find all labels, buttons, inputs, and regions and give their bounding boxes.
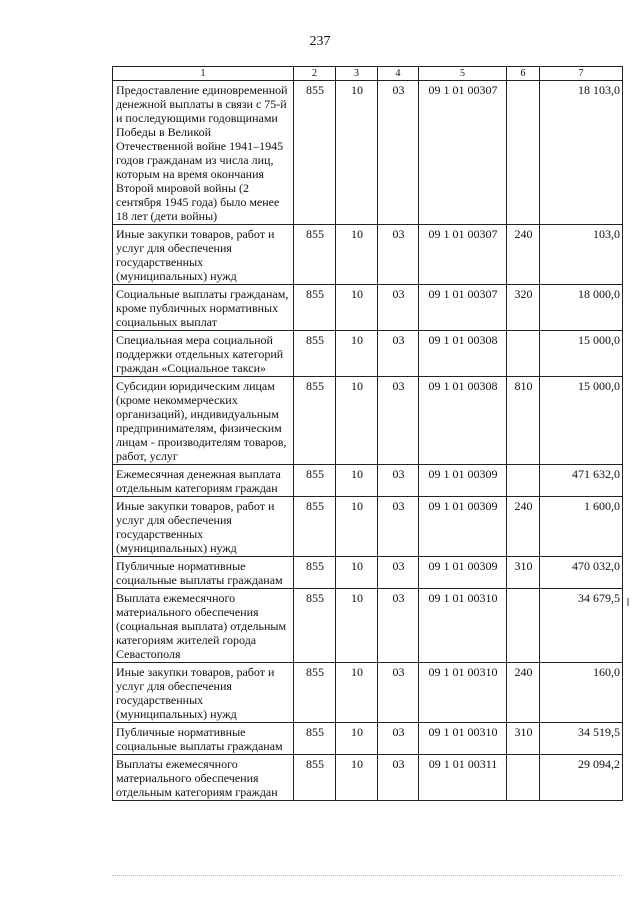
row-expense-type-code: 320	[507, 285, 540, 331]
row-subsection-code: 03	[378, 723, 419, 755]
row-expense-type-code	[507, 81, 540, 225]
table-row	[113, 81, 623, 225]
column-header-2: 2	[294, 67, 336, 81]
row-name: Субсидии юридическим лицам (кроме некоммерческих организаций), индивидуальным предпринимателям, физическим лицам - производителям товаров, работ, услуг	[113, 377, 294, 465]
row-expense-type-code	[507, 465, 540, 497]
row-amount: 18 103,0	[540, 81, 623, 225]
page-bottom-rule	[112, 875, 622, 876]
row-section-code: 10	[336, 81, 378, 225]
row-grbs-code: 855	[294, 663, 336, 723]
row-grbs-code: 855	[294, 225, 336, 285]
column-header-5: 5	[419, 67, 507, 81]
column-header-4: 4	[378, 67, 419, 81]
row-name: Ежемесячная денежная выплата отдельным категориям граждан	[113, 465, 294, 497]
row-name: Выплаты ежемесячного материального обеспечения отдельным категориям граждан	[113, 755, 294, 801]
row-amount: 1 600,0	[540, 497, 623, 557]
row-amount: 34 519,5	[540, 723, 623, 755]
table-header-row	[113, 67, 623, 81]
row-grbs-code: 855	[294, 285, 336, 331]
row-target-article-code: 09 1 01 00310	[419, 723, 507, 755]
row-subsection-code: 03	[378, 589, 419, 663]
row-expense-type-code	[507, 331, 540, 377]
row-grbs-code: 855	[294, 497, 336, 557]
row-target-article-code: 09 1 01 00307	[419, 81, 507, 225]
table-row	[113, 663, 623, 723]
row-section-code: 10	[336, 225, 378, 285]
column-header-1: 1	[113, 67, 294, 81]
row-target-article-code: 09 1 01 00307	[419, 225, 507, 285]
table-row	[113, 723, 623, 755]
row-section-code: 10	[336, 465, 378, 497]
table-row	[113, 589, 623, 663]
row-target-article-code: 09 1 01 00310	[419, 663, 507, 723]
row-amount: 34 679,5	[540, 589, 623, 663]
budget-table	[112, 66, 623, 801]
row-grbs-code: 855	[294, 377, 336, 465]
row-expense-type-code: 310	[507, 723, 540, 755]
row-expense-type-code	[507, 755, 540, 801]
row-section-code: 10	[336, 663, 378, 723]
table-row	[113, 557, 623, 589]
row-expense-type-code: 240	[507, 497, 540, 557]
row-name: Иные закупки товаров, работ и услуг для обеспечения государственных (муниципальных) нужд	[113, 497, 294, 557]
table-row	[113, 497, 623, 557]
row-expense-type-code: 240	[507, 225, 540, 285]
row-subsection-code: 03	[378, 81, 419, 225]
row-name: Публичные нормативные социальные выплаты гражданам	[113, 723, 294, 755]
table-row	[113, 465, 623, 497]
row-amount: 470 032,0	[540, 557, 623, 589]
row-amount: 471 632,0	[540, 465, 623, 497]
row-name: Выплата ежемесячного материального обеспечения (социальная выплата) отдельным категориям жителей города Севастополя	[113, 589, 294, 663]
row-section-code: 10	[336, 557, 378, 589]
row-name: Публичные нормативные социальные выплаты гражданам	[113, 557, 294, 589]
table-row	[113, 331, 623, 377]
table-body	[113, 81, 623, 801]
table-row	[113, 755, 623, 801]
table-row	[113, 225, 623, 285]
table-row	[113, 285, 623, 331]
row-section-code: 10	[336, 285, 378, 331]
row-name: Иные закупки товаров, работ и услуг для обеспечения государственных (муниципальных) нужд	[113, 663, 294, 723]
row-subsection-code: 03	[378, 377, 419, 465]
row-grbs-code: 855	[294, 557, 336, 589]
row-amount: 15 000,0	[540, 331, 623, 377]
row-grbs-code: 855	[294, 755, 336, 801]
row-expense-type-code: 810	[507, 377, 540, 465]
row-subsection-code: 03	[378, 557, 419, 589]
row-section-code: 10	[336, 497, 378, 557]
row-expense-type-code	[507, 589, 540, 663]
row-name: Предоставление единовременной денежной выплаты в связи с 75-й и последующими годовщинами Победы в Великой Отечественной войне 1941–1945 годов гражданам из числа лиц, которым на время окончания Второй мировой войны (2 сентября 1945 года) было менее 18 лет (дети войны)	[113, 81, 294, 225]
row-amount: 18 000,0	[540, 285, 623, 331]
row-target-article-code: 09 1 01 00307	[419, 285, 507, 331]
row-grbs-code: 855	[294, 465, 336, 497]
row-amount: 15 000,0	[540, 377, 623, 465]
row-subsection-code: 03	[378, 285, 419, 331]
row-subsection-code: 03	[378, 755, 419, 801]
table-row	[113, 377, 623, 465]
row-target-article-code: 09 1 01 00311	[419, 755, 507, 801]
row-section-code: 10	[336, 331, 378, 377]
row-target-article-code: 09 1 01 00309	[419, 465, 507, 497]
row-subsection-code: 03	[378, 225, 419, 285]
row-subsection-code: 03	[378, 465, 419, 497]
row-target-article-code: 09 1 01 00310	[419, 589, 507, 663]
row-target-article-code: 09 1 01 00308	[419, 377, 507, 465]
row-name: Социальные выплаты гражданам, кроме публичных нормативных социальных выплат	[113, 285, 294, 331]
row-section-code: 10	[336, 377, 378, 465]
row-grbs-code: 855	[294, 81, 336, 225]
row-expense-type-code: 240	[507, 663, 540, 723]
column-header-3: 3	[336, 67, 378, 81]
row-amount: 29 094,2	[540, 755, 623, 801]
row-target-article-code: 09 1 01 00308	[419, 331, 507, 377]
row-amount: 103,0	[540, 225, 623, 285]
row-expense-type-code: 310	[507, 557, 540, 589]
row-name: Иные закупки товаров, работ и услуг для обеспечения государственных (муниципальных) нужд	[113, 225, 294, 285]
row-subsection-code: 03	[378, 497, 419, 557]
row-target-article-code: 09 1 01 00309	[419, 497, 507, 557]
row-section-code: 10	[336, 723, 378, 755]
row-subsection-code: 03	[378, 331, 419, 377]
column-header-7: 7	[540, 67, 623, 81]
page-number: 237	[309, 34, 331, 49]
row-section-code: 10	[336, 755, 378, 801]
row-grbs-code: 855	[294, 331, 336, 377]
scan-edge-mark	[627, 598, 629, 606]
row-subsection-code: 03	[378, 663, 419, 723]
column-header-6: 6	[507, 67, 540, 81]
row-section-code: 10	[336, 589, 378, 663]
row-grbs-code: 855	[294, 589, 336, 663]
row-target-article-code: 09 1 01 00309	[419, 557, 507, 589]
row-grbs-code: 855	[294, 723, 336, 755]
row-name: Специальная мера социальной поддержки отдельных категорий граждан «Социальное такси»	[113, 331, 294, 377]
row-amount: 160,0	[540, 663, 623, 723]
